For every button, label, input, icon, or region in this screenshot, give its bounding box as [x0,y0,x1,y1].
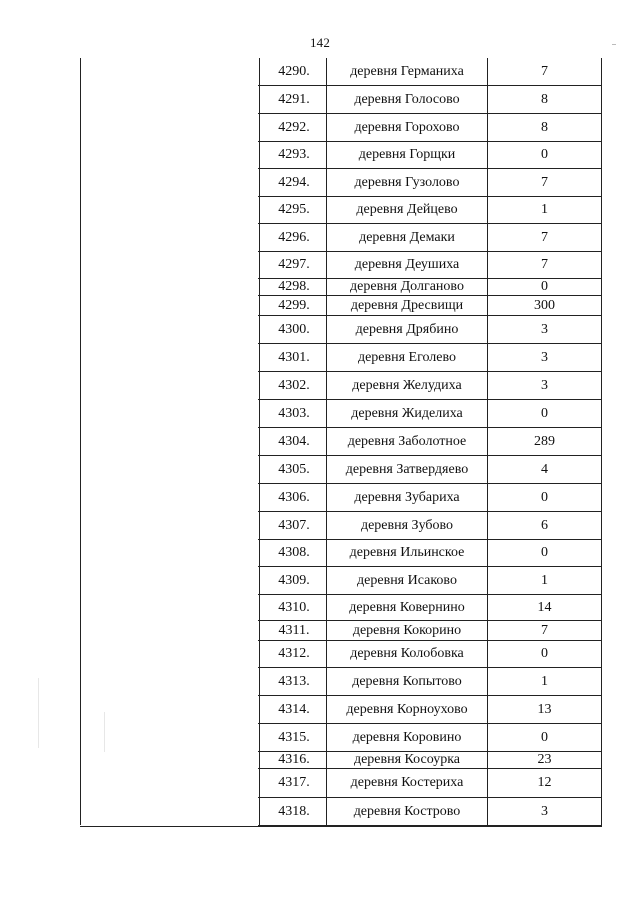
settlement-name: деревня Заболотное [327,428,488,455]
table-row [258,428,602,456]
row-number: 4306. [258,484,327,511]
settlement-value: 7 [488,621,602,640]
table-row [258,540,602,567]
settlement-value: 0 [488,142,602,168]
table-row [258,86,602,114]
settlement-value: 300 [488,296,602,315]
row-number: 4312. [258,641,327,667]
settlement-value: 0 [488,484,602,511]
settlement-name: деревня Колобовка [327,641,488,667]
settlement-value: 4 [488,456,602,483]
settlement-name: деревня Горщки [327,142,488,168]
settlement-value: 7 [488,169,602,196]
row-number: 4307. [258,512,327,539]
row-number: 4318. [258,798,327,825]
row-number: 4295. [258,197,327,223]
table-row [258,197,602,224]
row-number: 4313. [258,668,327,695]
table-row [258,769,602,798]
table-row [258,567,602,595]
settlement-value: 23 [488,752,602,768]
row-number: 4294. [258,169,327,196]
scan-mark [38,678,39,748]
row-number: 4305. [258,456,327,483]
settlement-name: деревня Желудиха [327,372,488,399]
settlement-name: деревня Кострово [327,798,488,825]
table-left-column [80,58,260,825]
settlement-name: деревня Корноухово [327,696,488,723]
settlement-value: 3 [488,316,602,343]
table-row [258,641,602,668]
scan-mark [104,712,105,752]
settlement-value: 0 [488,724,602,751]
row-number: 4297. [258,252,327,278]
row-number: 4290. [258,58,327,85]
settlement-name: деревня Зубариха [327,484,488,511]
table-row [258,252,602,279]
table-row [258,316,602,344]
row-number: 4293. [258,142,327,168]
settlement-value: 7 [488,58,602,85]
settlement-value: 0 [488,400,602,427]
row-number: 4317. [258,769,327,797]
settlement-name: деревня Еголево [327,344,488,371]
settlement-value: 3 [488,344,602,371]
row-number: 4316. [258,752,327,768]
settlement-name: деревня Затвердяево [327,456,488,483]
row-number: 4291. [258,86,327,113]
row-number: 4310. [258,595,327,620]
settlement-name: деревня Голосово [327,86,488,113]
settlement-name: деревня Германиха [327,58,488,85]
settlement-name: деревня Костериха [327,769,488,797]
row-number: 4303. [258,400,327,427]
settlement-value: 289 [488,428,602,455]
settlement-value: 8 [488,114,602,141]
settlement-name: деревня Исаково [327,567,488,594]
row-number: 4309. [258,567,327,594]
table-row [258,595,602,621]
table-row [258,456,602,484]
row-number: 4311. [258,621,327,640]
scan-mark [612,44,616,45]
row-number: 4296. [258,224,327,251]
settlement-name: деревня Долганово [327,279,488,295]
table-row [258,279,602,296]
settlement-name: деревня Кокорино [327,621,488,640]
table-row [258,696,602,724]
row-number: 4302. [258,372,327,399]
table-row [258,752,602,769]
row-number: 4292. [258,114,327,141]
row-number: 4315. [258,724,327,751]
settlement-name: деревня Гузолово [327,169,488,196]
table-row [258,224,602,252]
row-number: 4301. [258,344,327,371]
settlement-name: деревня Косоурка [327,752,488,768]
settlement-value: 3 [488,372,602,399]
settlement-value: 12 [488,769,602,797]
row-number: 4308. [258,540,327,566]
table-row [258,296,602,316]
settlements-table [80,58,602,827]
settlement-name: деревня Дрябино [327,316,488,343]
settlement-value: 6 [488,512,602,539]
table-row [258,621,602,641]
settlement-name: деревня Коровино [327,724,488,751]
settlement-value: 1 [488,197,602,223]
settlement-name: деревня Дресвищи [327,296,488,315]
table-row [258,169,602,197]
settlement-name: деревня Ковернино [327,595,488,620]
settlement-value: 3 [488,798,602,825]
settlement-value: 0 [488,641,602,667]
table-row [258,372,602,400]
settlement-value: 0 [488,540,602,566]
settlement-value: 1 [488,567,602,594]
table-row [258,512,602,540]
table-row [258,114,602,142]
settlement-name: деревня Горохово [327,114,488,141]
table-row [258,142,602,169]
settlement-name: деревня Демаки [327,224,488,251]
row-number: 4298. [258,279,327,295]
settlement-value: 1 [488,668,602,695]
row-number: 4314. [258,696,327,723]
table-row [258,798,602,826]
page-number: 142 [309,35,331,50]
settlement-value: 8 [488,86,602,113]
settlement-value: 14 [488,595,602,620]
table-row [258,724,602,752]
settlement-name: деревня Ильинское [327,540,488,566]
settlement-name: деревня Зубово [327,512,488,539]
table-row [258,400,602,428]
settlement-name: деревня Копытово [327,668,488,695]
settlement-value: 0 [488,279,602,295]
settlement-value: 13 [488,696,602,723]
row-number: 4299. [258,296,327,315]
settlement-name: деревня Дейцево [327,197,488,223]
table-row [258,484,602,512]
table-row [258,344,602,372]
table-row [258,58,602,86]
row-number: 4304. [258,428,327,455]
table-row [258,668,602,696]
settlement-value: 7 [488,252,602,278]
settlement-name: деревня Жиделиха [327,400,488,427]
settlement-value: 7 [488,224,602,251]
row-number: 4300. [258,316,327,343]
settlement-name: деревня Деушиха [327,252,488,278]
